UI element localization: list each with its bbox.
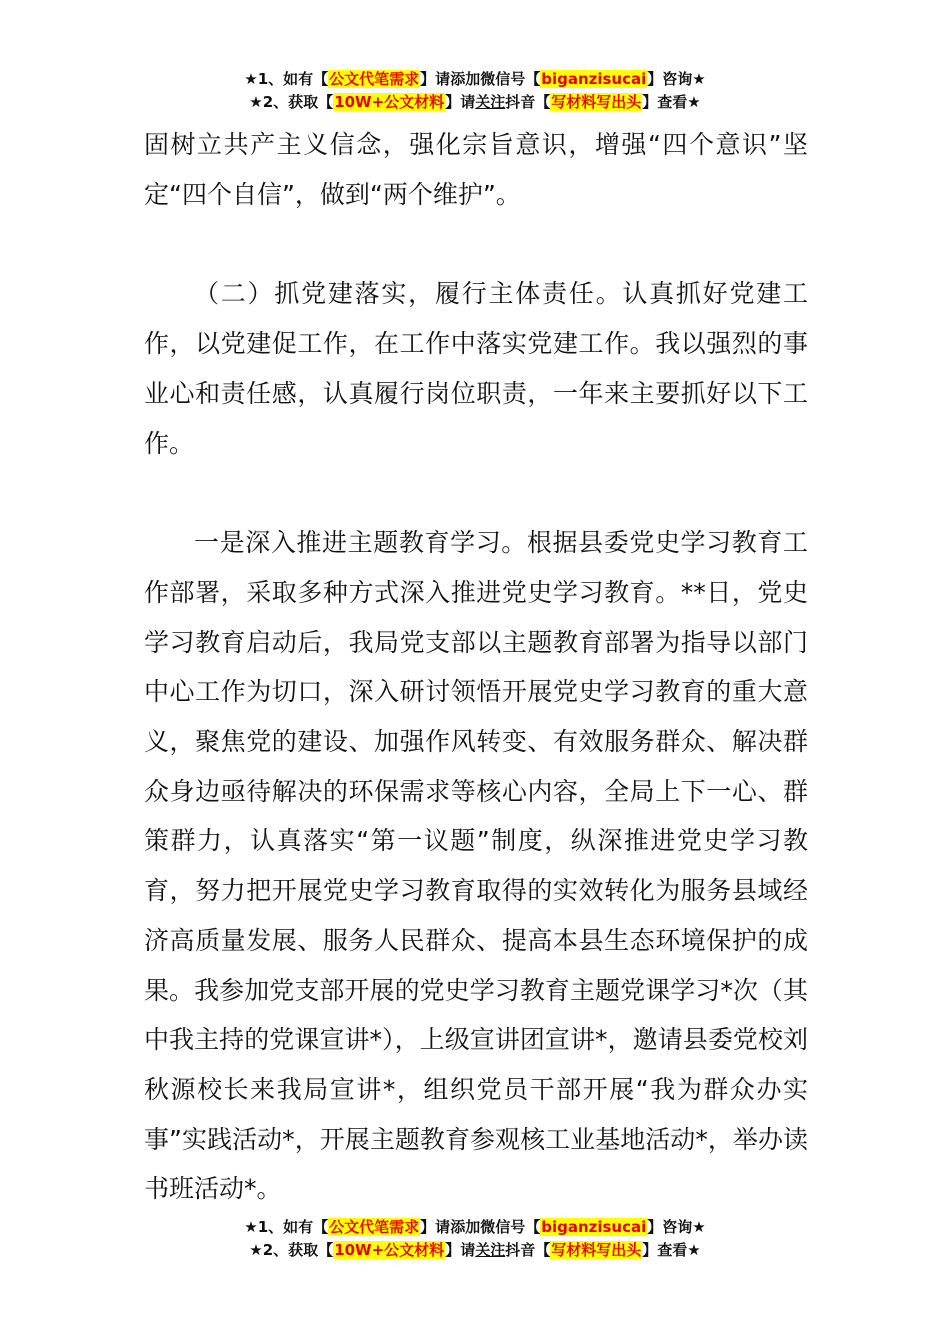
highlight-douyin-id: 写材料写出头 xyxy=(551,93,642,111)
banner-line-2 xyxy=(0,91,950,114)
highlight-writing-service: 公文代笔需求 xyxy=(329,70,420,88)
banner-text: 】请 xyxy=(445,1241,476,1259)
banner-line-1 xyxy=(0,1216,950,1239)
banner-text: ★2、获取【 xyxy=(249,93,334,111)
banner-emphasis: 添加 xyxy=(450,70,481,88)
paragraph-theme-education: 一是深入推进主题教育学习。根据县委党史学习教育工作部署，采取多种方式深入推进党史学习教育。**日，党史学习教育启动后，我局党支部以主题教育部署为指导以部门中心工作为切口，深入研讨领悟开展党史学习教育的重大意义，聚焦党的建设、加强作风转变、有效服务群众、解决群众身边亟待解决的环保需求等核心内容，全局上下一心、群策群力，认真落实“第一议题”制度，纵深推进党史学习教育，努力把开展党史学习教育取得的实效转化为服务县域经济高质量发展、服务人民群众、提高本县生态环境保护的成果。我参加党支部开展的党史学习教育主题党课学习*次（其中我主持的党课宣讲*），上级宣讲团宣讲*，邀请县委党校刘秋源校长来我局宣讲*，组织党员干部开展“我为群众办实事”实践活动*，开展主题教育参观核工业基地活动*，举办读书班活动*。 xyxy=(144,528,808,1204)
footer-banner xyxy=(0,1216,950,1262)
banner-emphasis: 关注 xyxy=(475,93,506,111)
highlight-wechat-id: biganzisucai xyxy=(541,70,647,88)
banner-text: 微信号【 xyxy=(480,1218,541,1236)
banner-text: 】请 xyxy=(420,1218,451,1236)
banner-text: 抖音【 xyxy=(505,93,551,111)
highlight-materials: 10W+公文材料 xyxy=(334,93,445,111)
highlight-douyin-id: 写材料写出头 xyxy=(551,1241,642,1259)
highlight-materials: 10W+公文材料 xyxy=(334,1241,445,1259)
paragraph-gap xyxy=(144,468,808,518)
banner-emphasis: 关注 xyxy=(475,1241,506,1259)
banner-text: 】查看★ xyxy=(642,1241,701,1259)
banner-text: ★1、如有【 xyxy=(244,70,329,88)
banner-text: ★2、获取【 xyxy=(249,1241,334,1259)
paragraph-section-two: （二）抓党建落实，履行主体责任。认真抓好党建工作，以党建促工作，在工作中落实党建工作。我以强烈的事业心和责任感，认真履行岗位职责，一年来主要抓好以下工作。 xyxy=(144,279,808,458)
highlight-wechat-id: biganzisucai xyxy=(541,1218,647,1236)
banner-text: ★1、如有【 xyxy=(244,1218,329,1236)
paragraph-gap xyxy=(144,219,808,269)
banner-text: 】咨询★ xyxy=(647,1218,706,1236)
highlight-writing-service: 公文代笔需求 xyxy=(329,1218,420,1236)
banner-emphasis: 添加 xyxy=(450,1218,481,1236)
header-banner xyxy=(0,68,950,114)
paragraph-continued: 固树立共产主义信念，强化宗旨意识，增强“四个意识”坚定“四个自信”，做到“两个维护”。 xyxy=(144,130,808,209)
banner-text: 微信号【 xyxy=(480,70,541,88)
banner-line-1 xyxy=(0,68,950,91)
document-body xyxy=(144,120,808,1214)
banner-text: 】查看★ xyxy=(642,93,701,111)
banner-text: 抖音【 xyxy=(505,1241,551,1259)
banner-text: 】请 xyxy=(445,93,476,111)
banner-line-2 xyxy=(0,1239,950,1262)
banner-text: 】咨询★ xyxy=(647,70,706,88)
banner-text: 】请 xyxy=(420,70,451,88)
